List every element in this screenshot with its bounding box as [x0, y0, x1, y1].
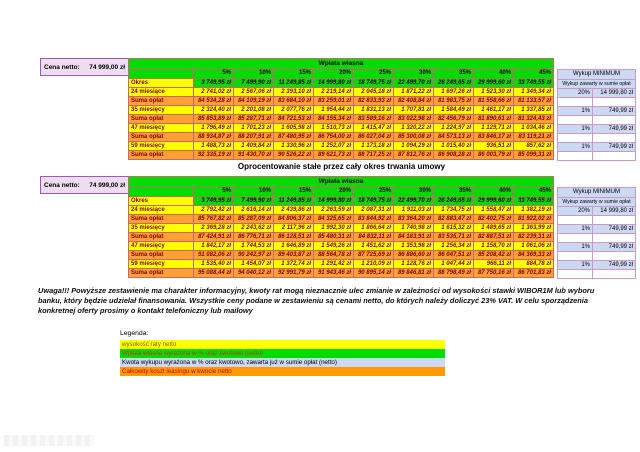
cell-value: 85 853,89 zł — [194, 115, 233, 123]
cell-value: 14 999,80 zł — [314, 79, 353, 87]
cell-value: 22 499,70 zł — [394, 79, 433, 87]
cell-value: 84 369,33 zł — [514, 251, 553, 259]
cell-value: 83 535,71 zł — [434, 233, 473, 241]
wykup-empty — [593, 152, 635, 160]
header-spacer — [129, 69, 193, 78]
cell-value: 26 249,65 zł — [434, 79, 473, 87]
watermark — [4, 435, 94, 446]
cell-value: 82 239,31 zł — [514, 233, 553, 241]
cell-value: 2 616,14 zł — [234, 206, 273, 214]
cell-value: 89 403,87 zł — [274, 251, 313, 259]
percent-header: 45% — [514, 69, 553, 78]
cell-value: 1 382,19 zł — [514, 206, 553, 214]
cell-value: 86 128,51 zł — [274, 233, 313, 241]
cell-value: 85 300,08 zł — [394, 133, 433, 141]
percent-header: 25% — [354, 187, 393, 196]
row-label: 24 miesiące — [129, 88, 193, 96]
cell-value: 1 034,46 zł — [514, 124, 553, 132]
wykup-percent: 1% — [558, 243, 592, 251]
legend-item: Całkowity koszt leasingu w kwocie netto — [120, 367, 445, 376]
wykup-amount: 14 999,80 zł — [593, 89, 635, 97]
cell-value: 1 510,73 zł — [314, 124, 353, 132]
cell-value: 87 424,91 zł — [194, 233, 233, 241]
cell-value: 3 749,95 zł — [194, 197, 233, 205]
wykup-empty — [593, 252, 635, 260]
cell-value: 1 734,75 zł — [434, 206, 473, 214]
row-label: 24 miesiące — [129, 206, 193, 214]
cell-value: 83 684,10 zł — [274, 97, 313, 105]
wykup-minimum-header: Wykup MINIMUM — [558, 70, 635, 79]
cell-value: 83 119,21 zł — [514, 133, 553, 141]
cell-value: 2 439,86 zł — [274, 206, 313, 214]
cell-value: 87 725,69 zł — [354, 251, 393, 259]
cell-value: 1 451,62 zł — [354, 242, 393, 250]
cell-value: 22 499,70 zł — [394, 197, 433, 205]
cell-value: 86 003,79 zł — [474, 151, 513, 159]
cell-value: 81 983,75 zł — [434, 97, 473, 105]
wykup-minimum-header: Wykup MINIMUM — [558, 188, 635, 197]
cell-value: 1 337,85 zł — [514, 106, 553, 114]
cell-value: 84 109,19 zł — [234, 97, 273, 105]
wykup-empty — [558, 152, 592, 160]
cell-value: 1 047,44 zł — [434, 260, 473, 268]
cena-netto-label: Cena netto: — [44, 63, 80, 71]
cell-value: 84 806,37 zł — [274, 215, 313, 223]
percent-header: 45% — [514, 187, 553, 196]
wykup-grid — [557, 187, 636, 279]
cell-value: 84 721,53 zł — [274, 115, 313, 123]
table2-title: Oprocentowanie stałe przez cały okres trwania umowy — [237, 162, 446, 171]
wplata-wlasna-header: Wpłata własna — [129, 177, 553, 186]
cell-value: 29 999,60 zł — [474, 79, 513, 87]
cell-value: 85 287,71 zł — [234, 115, 273, 123]
cell-value: 1 252,07 zł — [314, 142, 353, 150]
wykup-empty — [558, 116, 592, 124]
cell-value: 2 219,14 zł — [314, 88, 353, 96]
cell-value: 86 701,83 zł — [514, 269, 553, 277]
cell-value: 81 324,43 zł — [514, 115, 553, 123]
cell-value: 11 249,85 zł — [274, 197, 313, 205]
cell-value: 84 183,91 zł — [394, 233, 433, 241]
wykup-empty — [593, 134, 635, 142]
cell-value: 1 330,96 zł — [274, 142, 313, 150]
row-label: Okres — [129, 197, 193, 205]
cell-value: 82 833,93 zł — [354, 97, 393, 105]
cell-value: 1 701,23 zł — [234, 124, 273, 132]
cell-value: 86 754,00 zł — [314, 133, 353, 141]
cell-value: 1 584,49 zł — [434, 106, 473, 114]
cell-value: 2 792,42 zł — [194, 206, 233, 214]
wykup-empty — [593, 216, 635, 224]
cell-value: 1 173,18 zł — [354, 142, 393, 150]
cell-value: 2 263,59 zł — [314, 206, 353, 214]
cell-value: 966,11 zł — [474, 260, 513, 268]
cell-value: 85 208,42 zł — [474, 251, 513, 259]
row-label: 47 miesięcy — [129, 242, 193, 250]
row-label: 59 miesięcy — [129, 142, 193, 150]
cell-value: 86 908,28 zł — [434, 151, 473, 159]
cell-value: 3 749,95 zł — [194, 79, 233, 87]
percent-header: 30% — [394, 187, 433, 196]
row-label: Suma opłat — [129, 251, 193, 259]
cell-value: 33 749,55 zł — [514, 197, 553, 205]
cell-value: 81 133,57 zł — [514, 97, 553, 105]
wykup-empty — [558, 216, 592, 224]
cell-value: 86 047,51 zł — [434, 251, 473, 259]
cell-value: 1 349,34 zł — [514, 88, 553, 96]
cell-value: 83 846,17 zł — [474, 133, 513, 141]
cell-value: 1 488,73 zł — [194, 142, 233, 150]
cell-value: 1 740,98 zł — [394, 224, 433, 232]
cell-value: 1 454,07 zł — [234, 260, 273, 268]
row-label: 35 miesięcy — [129, 106, 193, 114]
cell-value: 1 461,17 zł — [474, 106, 513, 114]
cell-value: 1 954,44 zł — [314, 106, 353, 114]
cell-value: 1 291,42 zł — [314, 260, 353, 268]
percent-header: 35% — [434, 187, 473, 196]
wykup-amount: 749,99 zł — [593, 107, 635, 115]
wykup-amount: 749,99 zł — [593, 143, 635, 151]
cell-value: 83 844,92 zł — [354, 215, 393, 223]
cell-value: 90 242,97 zł — [234, 251, 273, 259]
cell-value: 18 749,75 zł — [354, 197, 393, 205]
cell-value: 82 883,47 zł — [434, 215, 473, 223]
cell-value: 83 589,16 zł — [354, 115, 393, 123]
cell-value: 26 249,65 zł — [434, 197, 473, 205]
wykup-percent: 1% — [558, 261, 592, 269]
cell-value: 92 335,19 zł — [194, 151, 233, 159]
cell-value: 1 796,49 zł — [194, 124, 233, 132]
cell-value: 88 934,87 zł — [194, 133, 233, 141]
wykup-percent: 20% — [558, 89, 592, 97]
row-label: 59 miesięcy — [129, 260, 193, 268]
cell-value: 92 991,79 zł — [274, 269, 313, 277]
cell-value: 94 040,12 zł — [234, 269, 273, 277]
wykup-empty — [558, 234, 592, 242]
wykup-percent: 1% — [558, 225, 592, 233]
cell-value: 33 749,55 zł — [514, 79, 553, 87]
wykup-grid — [557, 69, 636, 161]
cell-value: 14 999,80 zł — [314, 197, 353, 205]
row-label: Suma opłat — [129, 215, 193, 223]
cell-value: 1 489,65 zł — [474, 224, 513, 232]
percent-header: 25% — [354, 69, 393, 78]
cell-value: 86 776,71 zł — [234, 233, 273, 241]
main-grid — [128, 176, 554, 278]
legend-item: Wpłata własna wyrażona w % oraz kwotowo (netto) — [120, 349, 445, 358]
cell-value: 2 045,18 zł — [354, 88, 393, 96]
cena-netto-label: Cena netto: — [44, 181, 80, 189]
cell-value: 88 207,91 zł — [234, 133, 273, 141]
cell-value: 88 798,49 zł — [434, 269, 473, 277]
cell-value: 1 158,70 zł — [474, 242, 513, 250]
cell-value: 1 210,09 zł — [354, 260, 393, 268]
cell-value: 2 741,02 zł — [194, 88, 233, 96]
cell-value: 85 767,82 zł — [194, 215, 233, 223]
cell-value: 81 922,02 zł — [514, 215, 553, 223]
cell-value: 1 372,74 zł — [274, 260, 313, 268]
cell-value: 1 353,98 zł — [394, 242, 433, 250]
percent-header: 5% — [194, 187, 233, 196]
cell-value: 2 243,62 zł — [234, 224, 273, 232]
cena-netto-box — [40, 58, 129, 76]
legend — [120, 330, 445, 376]
cell-value: 81 558,66 zł — [474, 97, 513, 105]
cell-value: 2 369,28 zł — [194, 224, 233, 232]
cell-value: 82 887,51 zł — [474, 233, 513, 241]
cell-value: 1 320,22 zł — [394, 124, 433, 132]
percent-header: 20% — [314, 69, 353, 78]
wykup-empty — [558, 252, 592, 260]
cell-value: 2 087,31 zł — [354, 206, 393, 214]
wykup-amount: 749,99 zł — [593, 243, 635, 251]
row-label: 35 miesięcy — [129, 224, 193, 232]
cell-value: 1 992,30 zł — [314, 224, 353, 232]
cell-value: 1 558,47 zł — [474, 206, 513, 214]
cell-value: 81 890,61 zł — [474, 115, 513, 123]
wykup-subheader: Wykup zawarty w sumie opłat — [558, 198, 635, 206]
row-label: Suma opłat — [129, 269, 193, 277]
cell-value: 2 201,08 zł — [234, 106, 273, 114]
cell-value: 84 325,65 zł — [314, 215, 353, 223]
header-spacer — [129, 187, 193, 196]
cell-value: 857,62 zł — [514, 142, 553, 150]
cell-value: 82 402,75 zł — [474, 215, 513, 223]
cell-value: 88 564,78 zł — [314, 251, 353, 259]
percent-header: 40% — [474, 187, 513, 196]
cell-value: 884,78 zł — [514, 260, 553, 268]
wykup-empty — [558, 270, 592, 278]
wykup-amount: 749,99 zł — [593, 125, 635, 133]
cell-value: 87 750,16 zł — [474, 269, 513, 277]
wykup-amount: 749,99 zł — [593, 261, 635, 269]
cell-value: 29 999,60 zł — [474, 197, 513, 205]
percent-header: 10% — [234, 69, 273, 78]
cell-value: 86 027,04 zł — [354, 133, 393, 141]
cell-value: 89 846,81 zł — [394, 269, 433, 277]
cell-value: 90 526,22 zł — [274, 151, 313, 159]
cell-value: 83 022,98 zł — [394, 115, 433, 123]
legend-title: Legenda: — [120, 330, 149, 337]
cell-value: 84 534,28 zł — [194, 97, 233, 105]
cell-value: 1 061,06 zł — [514, 242, 553, 250]
cell-value: 7 499,90 zł — [234, 79, 273, 87]
wykup-amount: 14 999,80 zł — [593, 207, 635, 215]
warning-text: Uwaga!!! Powyższe zestawienie ma charakter informacyjny, kwoty rat mogą nieznacznie ulec zmianie w zależności od wysokości stawki WIBOR1M lub wyboru banku, który będzie udzielał finansowania. Wszystkie ceny podane w zestawieniu są cenami netto, do których należy doliczyć 23% VAT. W celu sporządzenia konkretnej oferty prosimy o kontakt telefoniczny lub mailowy — [38, 286, 595, 315]
cell-value: 87 812,76 zł — [394, 151, 433, 159]
cell-value: 2 567,06 zł — [234, 88, 273, 96]
cell-value: 1 415,47 zł — [354, 124, 393, 132]
cell-value: 1 842,17 zł — [194, 242, 233, 250]
cell-value: 87 480,95 zł — [274, 133, 313, 141]
cell-value: 83 259,01 zł — [314, 97, 353, 105]
wykup-percent: 20% — [558, 207, 592, 215]
wykup-subheader: Wykup zawarty w sumie opłat — [558, 80, 635, 88]
cell-value: 90 895,14 zł — [354, 269, 393, 277]
percent-header: 15% — [274, 69, 313, 78]
cell-value: 7 499,90 zł — [234, 197, 273, 205]
percent-header: 5% — [194, 69, 233, 78]
cell-value: 91 430,70 zł — [234, 151, 273, 159]
cell-value: 2 117,96 zł — [274, 224, 313, 232]
cell-value: 1 129,71 zł — [474, 124, 513, 132]
cell-value: 1 224,97 zł — [434, 124, 473, 132]
percent-header: 35% — [434, 69, 473, 78]
wykup-empty — [558, 134, 592, 142]
legend-item: Kwota wykupu wyrażona w % oraz kwotowo, zawarta już w sumie opłat (netto) — [120, 358, 445, 367]
cell-value: 11 249,85 zł — [274, 79, 313, 87]
wykup-empty — [593, 234, 635, 242]
cell-value: 1 605,98 zł — [274, 124, 313, 132]
cell-value: 1 535,40 zł — [194, 260, 233, 268]
cell-value: 1 094,29 zł — [394, 142, 433, 150]
cell-value: 1 615,32 zł — [434, 224, 473, 232]
row-label: Suma opłat — [129, 151, 193, 159]
cell-value: 1 363,99 zł — [514, 224, 553, 232]
wykup-empty — [593, 98, 635, 106]
cell-value: 1 523,30 zł — [474, 88, 513, 96]
percent-header: 10% — [234, 187, 273, 196]
cell-value: 1 831,13 zł — [354, 106, 393, 114]
wykup-empty — [558, 98, 592, 106]
percent-header: 20% — [314, 187, 353, 196]
cell-value: 85 480,31 zł — [314, 233, 353, 241]
cell-value: 84 155,34 zł — [314, 115, 353, 123]
cell-value: 91 082,06 zł — [194, 251, 233, 259]
cell-value: 2 077,76 zł — [274, 106, 313, 114]
cell-value: 88 717,25 zł — [354, 151, 393, 159]
cell-value: 85 099,31 zł — [514, 151, 553, 159]
cena-netto-value: 74 999,00 zł — [89, 181, 125, 189]
main-grid — [128, 58, 554, 160]
percent-header: 15% — [274, 187, 313, 196]
percent-header: 40% — [474, 69, 513, 78]
cell-value: 1 549,26 zł — [314, 242, 353, 250]
wykup-percent: 1% — [558, 107, 592, 115]
legend-items — [120, 340, 445, 376]
wykup-amount: 749,99 zł — [593, 225, 635, 233]
cell-value: 1 866,64 zł — [354, 224, 393, 232]
wykup-percent: 1% — [558, 143, 592, 151]
row-label: Okres — [129, 79, 193, 87]
cell-value: 82 408,84 zł — [394, 97, 433, 105]
wykup-empty — [593, 270, 635, 278]
wykup-empty — [593, 116, 635, 124]
cell-value: 82 456,79 zł — [434, 115, 473, 123]
row-label: Suma opłat — [129, 233, 193, 241]
row-label: Suma opłat — [129, 97, 193, 105]
cell-value: 84 832,11 zł — [354, 233, 393, 241]
cell-value: 2 393,10 zł — [274, 88, 313, 96]
row-label: Suma opłat — [129, 133, 193, 141]
cell-value: 83 364,20 zł — [394, 215, 433, 223]
row-label: 47 miesięcy — [129, 124, 193, 132]
cell-value: 1 697,26 zł — [434, 88, 473, 96]
cell-value: 1 744,53 zł — [234, 242, 273, 250]
cell-value: 1 707,81 zł — [394, 106, 433, 114]
cell-value: 1 911,03 zł — [394, 206, 433, 214]
cell-value: 1 646,89 zł — [274, 242, 313, 250]
cell-value: 86 886,60 zł — [394, 251, 433, 259]
cell-value: 1 871,22 zł — [394, 88, 433, 96]
cell-value: 1 409,84 zł — [234, 142, 273, 150]
cell-value: 1 015,40 zł — [434, 142, 473, 150]
cena-netto-value: 74 999,00 zł — [89, 63, 125, 71]
cell-value: 1 256,34 zł — [434, 242, 473, 250]
cell-value: 89 621,73 zł — [314, 151, 353, 159]
legend-item: wysokość raty netto — [120, 340, 445, 349]
cell-value: 18 749,75 zł — [354, 79, 393, 87]
cell-value: 2 324,40 zł — [194, 106, 233, 114]
row-label: Suma opłat — [129, 115, 193, 123]
cell-value: 91 943,46 zł — [314, 269, 353, 277]
cell-value: 936,51 zł — [474, 142, 513, 150]
percent-header: 30% — [394, 69, 433, 78]
cena-netto-box — [40, 176, 129, 194]
wplata-wlasna-header: Wpłata własna — [129, 59, 553, 68]
cell-value: 1 128,76 zł — [394, 260, 433, 268]
wykup-percent: 1% — [558, 125, 592, 133]
cell-value: 84 573,13 zł — [434, 133, 473, 141]
cell-value: 85 287,09 zł — [234, 215, 273, 223]
cell-value: 95 088,44 zł — [194, 269, 233, 277]
